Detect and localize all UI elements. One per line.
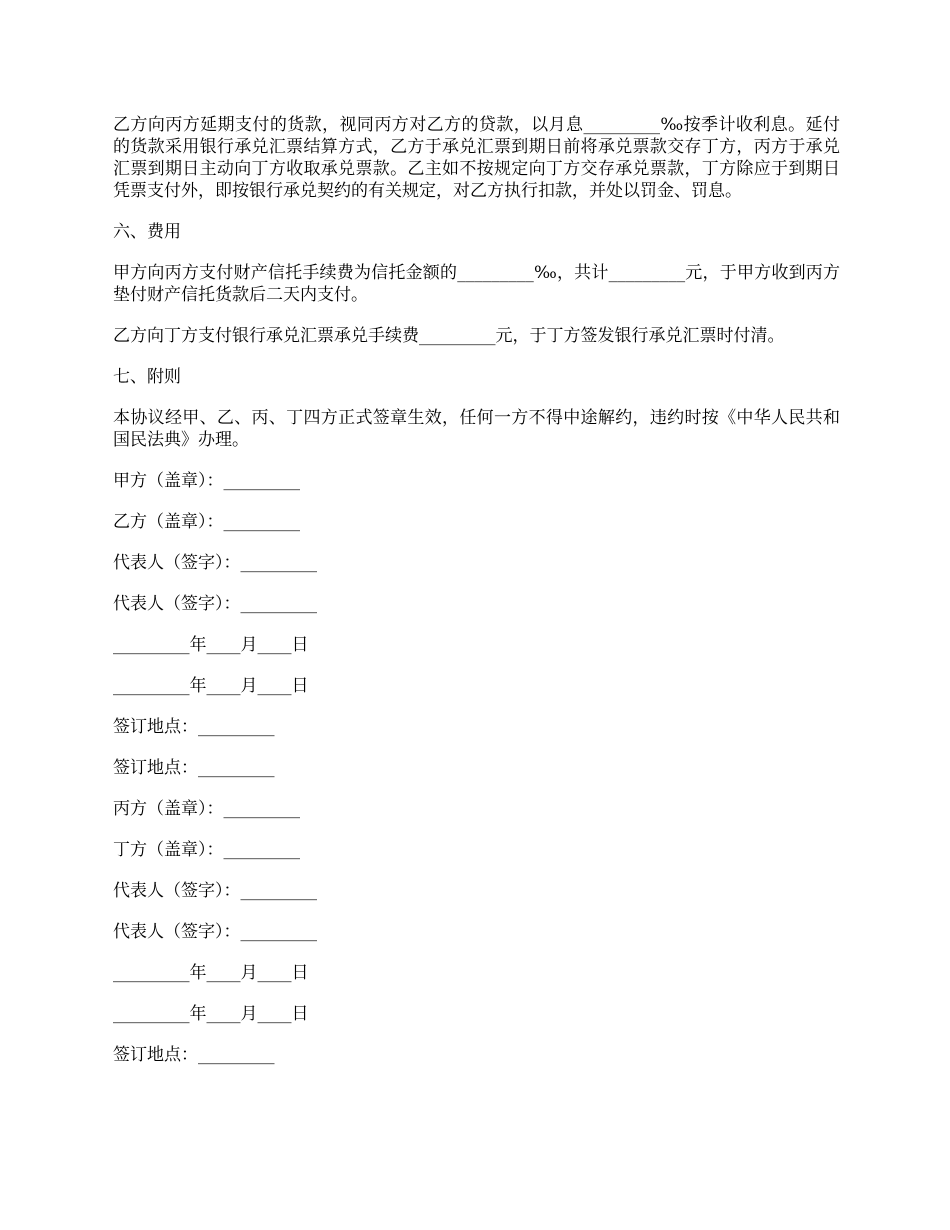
section-heading-fees: 六、费用 [113,222,181,242]
signature-date: _________年____月____日 [113,1004,309,1024]
section-heading-supplementary: 七、附则 [113,367,181,387]
signature-location: 签订地点：_________ [113,1045,275,1065]
signature-party-d: 丁方（盖章）：_________ [113,840,300,860]
signature-date: _________年____月____日 [113,963,309,983]
payment-interest-paragraph: 乙方向丙方延期支付的货款，视同丙方对乙方的贷款，以月息_________‰按季计收利息。延付的货款采用银行承兑汇票结算方式，乙方于承兑汇票到期日前将承兑票款交存丁方，丙方于承兑汇票到期日主动向丁方收取承兑票款。乙主如不按规定向丁方交存承兑票款，丁方除应于到期日凭票支付外，即按银行承兑契约的有关规定，对乙方执行扣款，并处以罚金、罚息。 [113,115,840,201]
signature-representative: 代表人（签字）：_________ [113,881,317,901]
signature-location: 签订地点：_________ [113,758,275,778]
signature-representative: 代表人（签字）：_________ [113,594,317,614]
fees-paragraph-trust: 甲方向丙方支付财产信托手续费为信托金额的_________‰，共计_________元，于甲方收到丙方垫付财产信托货款后二天内支付。 [113,263,840,305]
signature-party-a: 甲方（盖章）：_________ [113,471,300,491]
signature-representative: 代表人（签字）：_________ [113,922,317,942]
fees-paragraph-acceptance: 乙方向丁方支付银行承兑汇票承兑手续费_________元，于丁方签发银行承兑汇票时付清。 [113,326,785,346]
signature-party-b: 乙方（盖章）：_________ [113,512,300,532]
signature-date: _________年____月____日 [113,635,309,655]
signature-location: 签订地点：_________ [113,717,275,737]
supplementary-paragraph: 本协议经甲、乙、丙、丁四方正式签章生效，任何一方不得中途解约，违约时按《中华人民共和国民法典》办理。 [113,408,840,450]
document-content [113,114,840,1085]
signature-representative: 代表人（签字）：_________ [113,553,317,573]
signature-party-c: 丙方（盖章）：_________ [113,799,300,819]
signature-date: _________年____月____日 [113,676,309,696]
